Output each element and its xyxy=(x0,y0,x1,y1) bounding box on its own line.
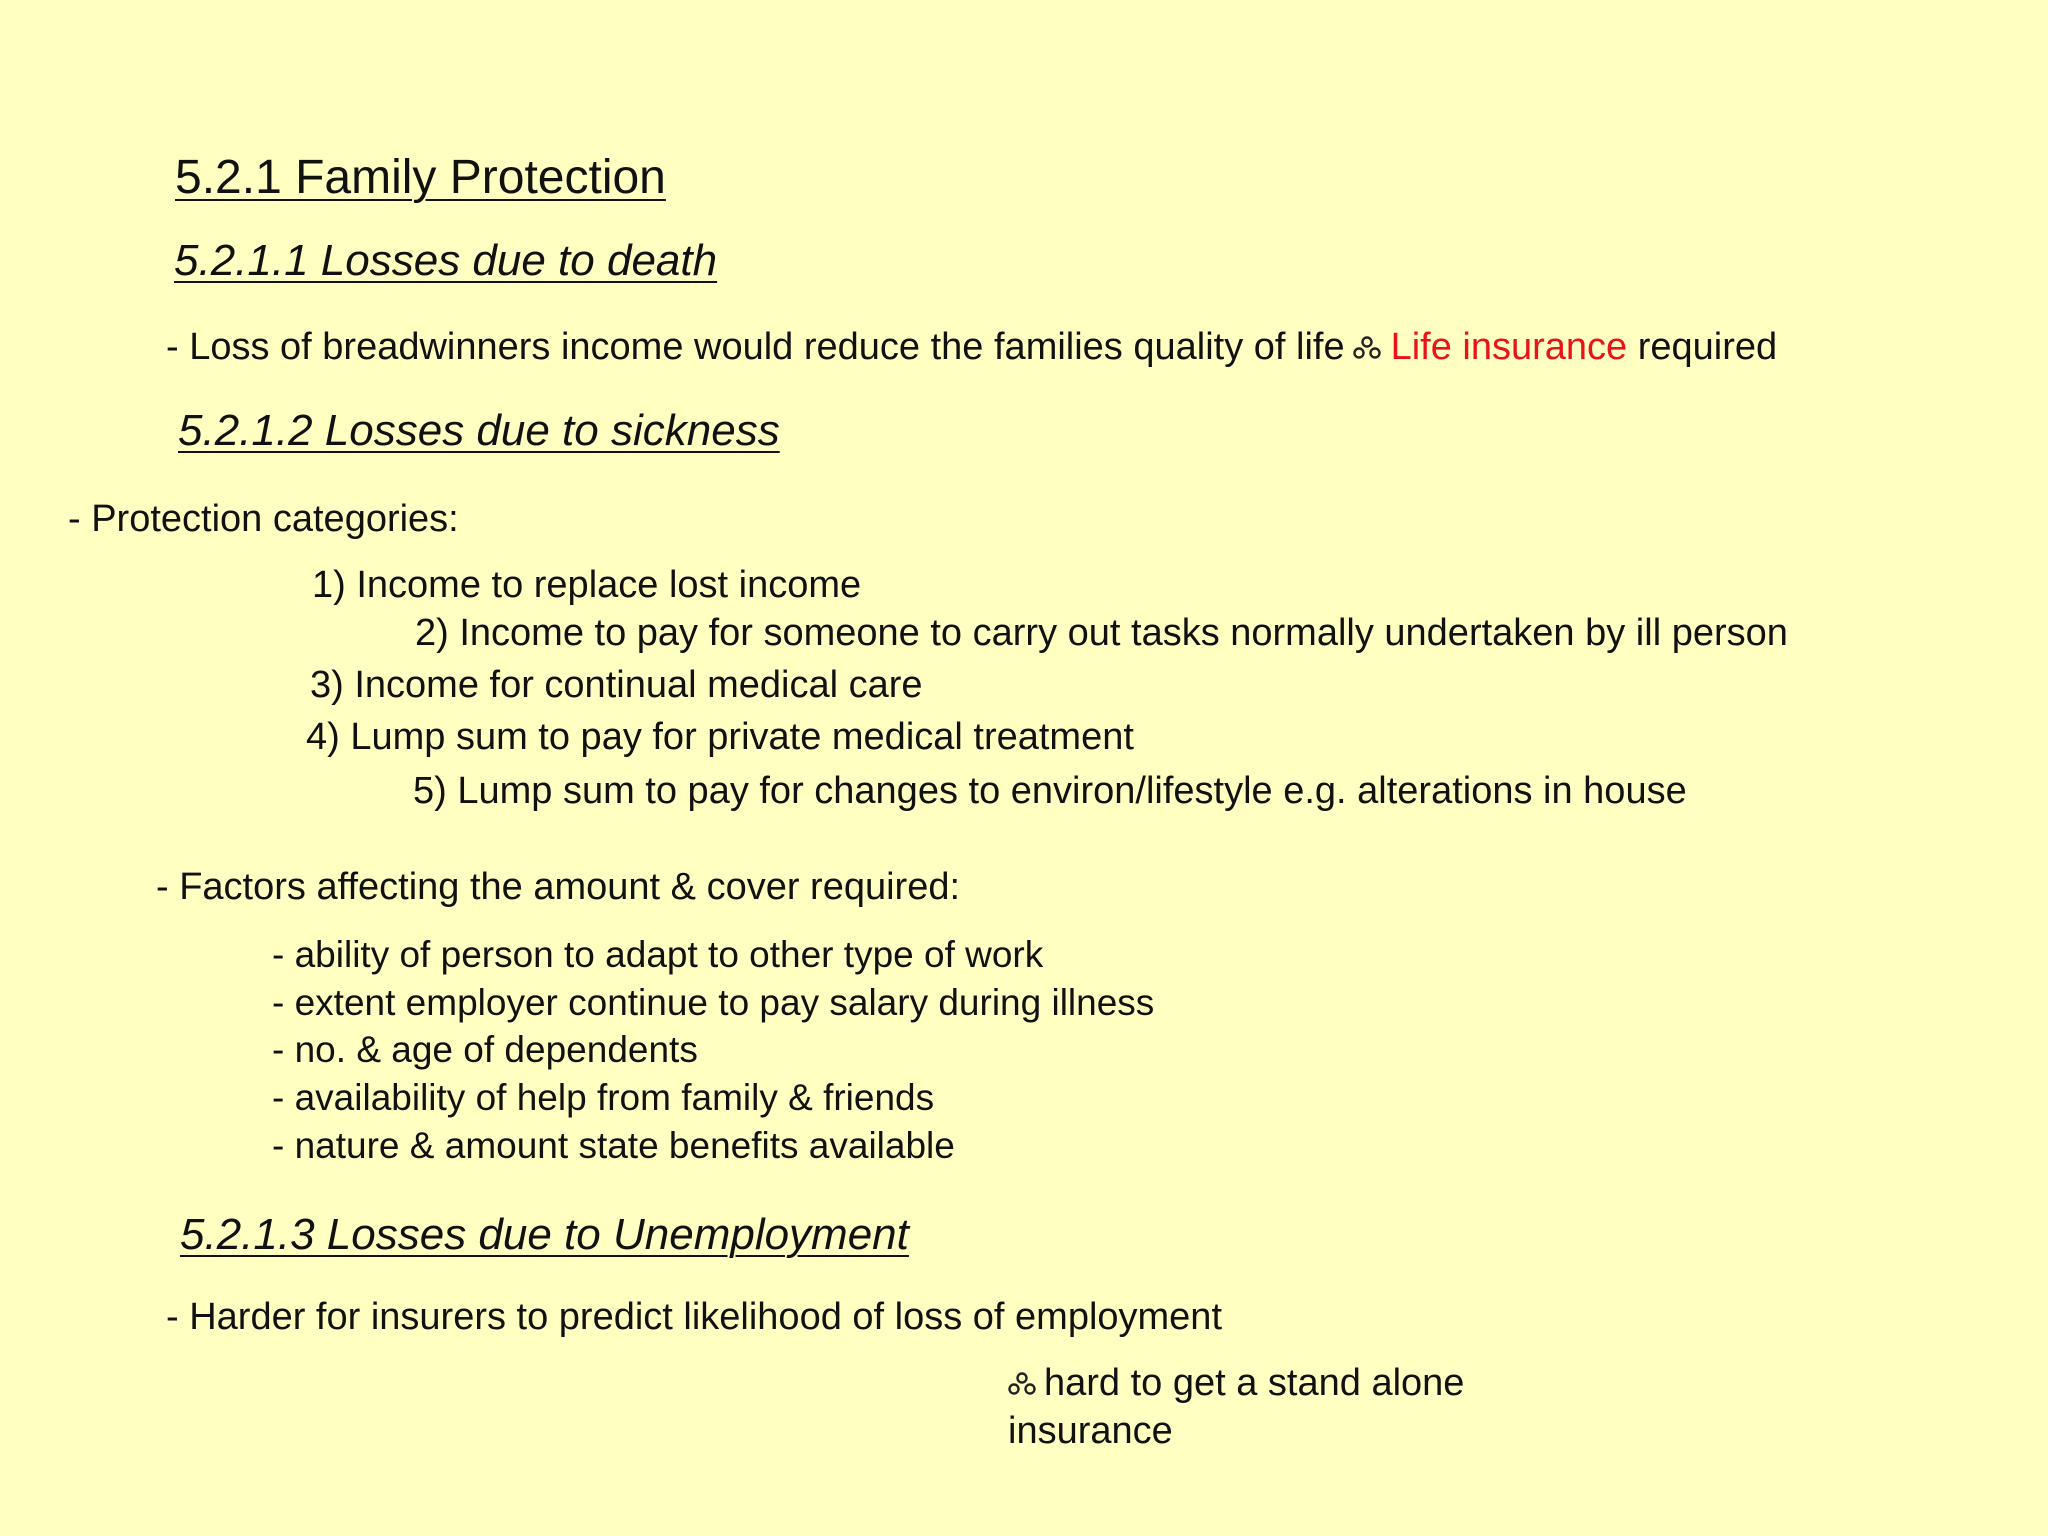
factor-item: - extent employer continue to pay salary during illness xyxy=(272,982,1155,1023)
unemployment-point: - Harder for insurers to predict likelihood of loss of employment xyxy=(166,1296,1223,1338)
category-item: 1) Income to replace lost income xyxy=(312,564,862,606)
death-point: - Loss of breadwinners income would reduce the families quality of life xyxy=(166,326,1345,368)
category-item: 4) Lump sum to pay for private medical treatment xyxy=(306,716,1134,758)
life-insurance-highlight: Life insurance xyxy=(1390,326,1628,368)
factor-item: - nature & amount state benefits available xyxy=(272,1125,955,1166)
category-item: 3) Income for continual medical care xyxy=(310,664,923,706)
factor-item: - availability of help from family & friends xyxy=(272,1077,935,1118)
category-item: 2) Income to pay for someone to carry out tasks normally undertaken by ill person xyxy=(415,612,1788,654)
unemployment-heading: 5.2.1.3 Losses due to Unemployment xyxy=(180,1210,909,1259)
death-heading: 5.2.1.1 Losses due to death xyxy=(174,236,718,285)
unemployment-conclusion xyxy=(1008,1362,1464,1406)
sickness-heading: 5.2.1.2 Losses due to sickness xyxy=(178,406,780,455)
factor-item: - no. & age of dependents xyxy=(272,1029,698,1070)
unemployment-conclusion-line2: insurance xyxy=(1008,1410,1173,1452)
page-title: 5.2.1 Family Protection xyxy=(175,151,666,204)
factors-label: - Factors affecting the amount & cover required: xyxy=(156,866,961,908)
protection-categories-label: - Protection categories: xyxy=(68,498,459,540)
death-conclusion-rest: required xyxy=(1637,326,1778,368)
three-circles-icon xyxy=(1008,1363,1036,1406)
category-item: 5) Lump sum to pay for changes to environ/lifestyle e.g. alterations in house xyxy=(413,770,1687,812)
factor-item: - ability of person to adapt to other type of work xyxy=(272,934,1044,975)
death-point-row xyxy=(166,326,1777,370)
unemployment-conclusion-line1: hard to get a stand alone xyxy=(1044,1362,1465,1404)
three-circles-icon xyxy=(1353,327,1381,370)
